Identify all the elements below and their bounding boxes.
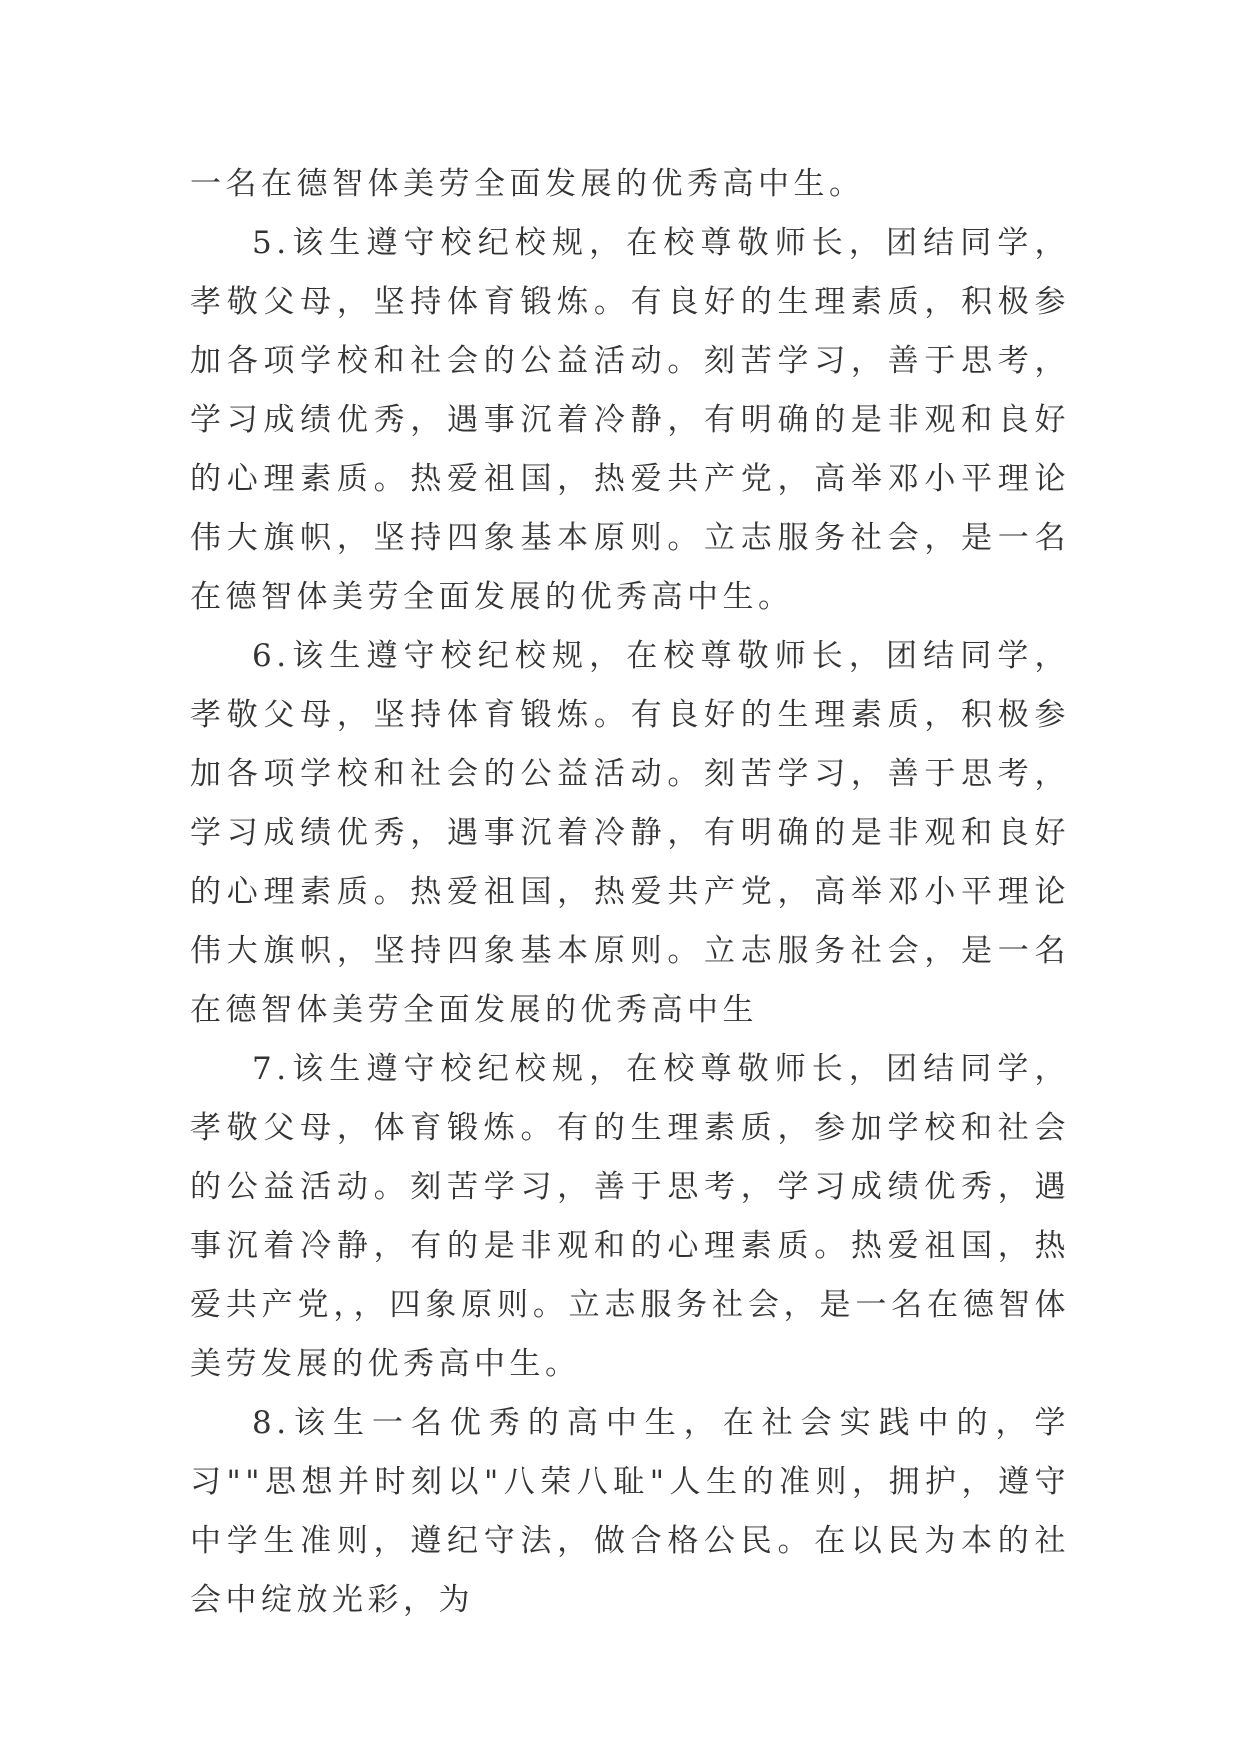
document-body xyxy=(190,155,1070,1630)
paragraph-continuation: 一名在德智体美劳全面发展的优秀高中生。 xyxy=(190,166,865,202)
paragraph-6: 6.该生遵守校纪校规，在校尊敬师长，团结同学，孝敬父母，坚持体育锻炼。有良好的生理素质，积极参加各项学校和社会的公益活动。刻苦学习，善于思考，学习成绩优秀，遇事沉着冷静，有明确的是非观和良好的心理素质。热爱祖国，热爱共产党，高举邓小平理论伟大旗帜，坚持四象基本原则。立志服务社会，是一名在德智体美劳全面发展的优秀高中生 xyxy=(190,638,1070,1028)
paragraph-5: 5.该生遵守校纪校规，在校尊敬师长，团结同学，孝敬父母，坚持体育锻炼。有良好的生理素质，积极参加各项学校和社会的公益活动。刻苦学习，善于思考，学习成绩优秀，遇事沉着冷静，有明确的是非观和良好的心理素质。热爱祖国，热爱共产党，高举邓小平理论伟大旗帜，坚持四象基本原则。立志服务社会，是一名在德智体美劳全面发展的优秀高中生。 xyxy=(190,225,1070,615)
paragraph-8: 8.该生一名优秀的高中生，在社会实践中的，学习""思想并时刻以"八荣八耻"人生的准则，拥护，遵守中学生准则，遵纪守法，做合格公民。在以民为本的社会中绽放光彩，为 xyxy=(190,1405,1070,1618)
paragraph-7: 7.该生遵守校纪校规，在校尊敬师长，团结同学，孝敬父母，体育锻炼。有的生理素质，参加学校和社会的公益活动。刻苦学习，善于思考，学习成绩优秀，遇事沉着冷静，有的是非观和的心理素质。热爱祖国，热爱共产党，，四象原则。立志服务社会，是一名在德智体美劳发展的优秀高中生。 xyxy=(190,1051,1070,1382)
